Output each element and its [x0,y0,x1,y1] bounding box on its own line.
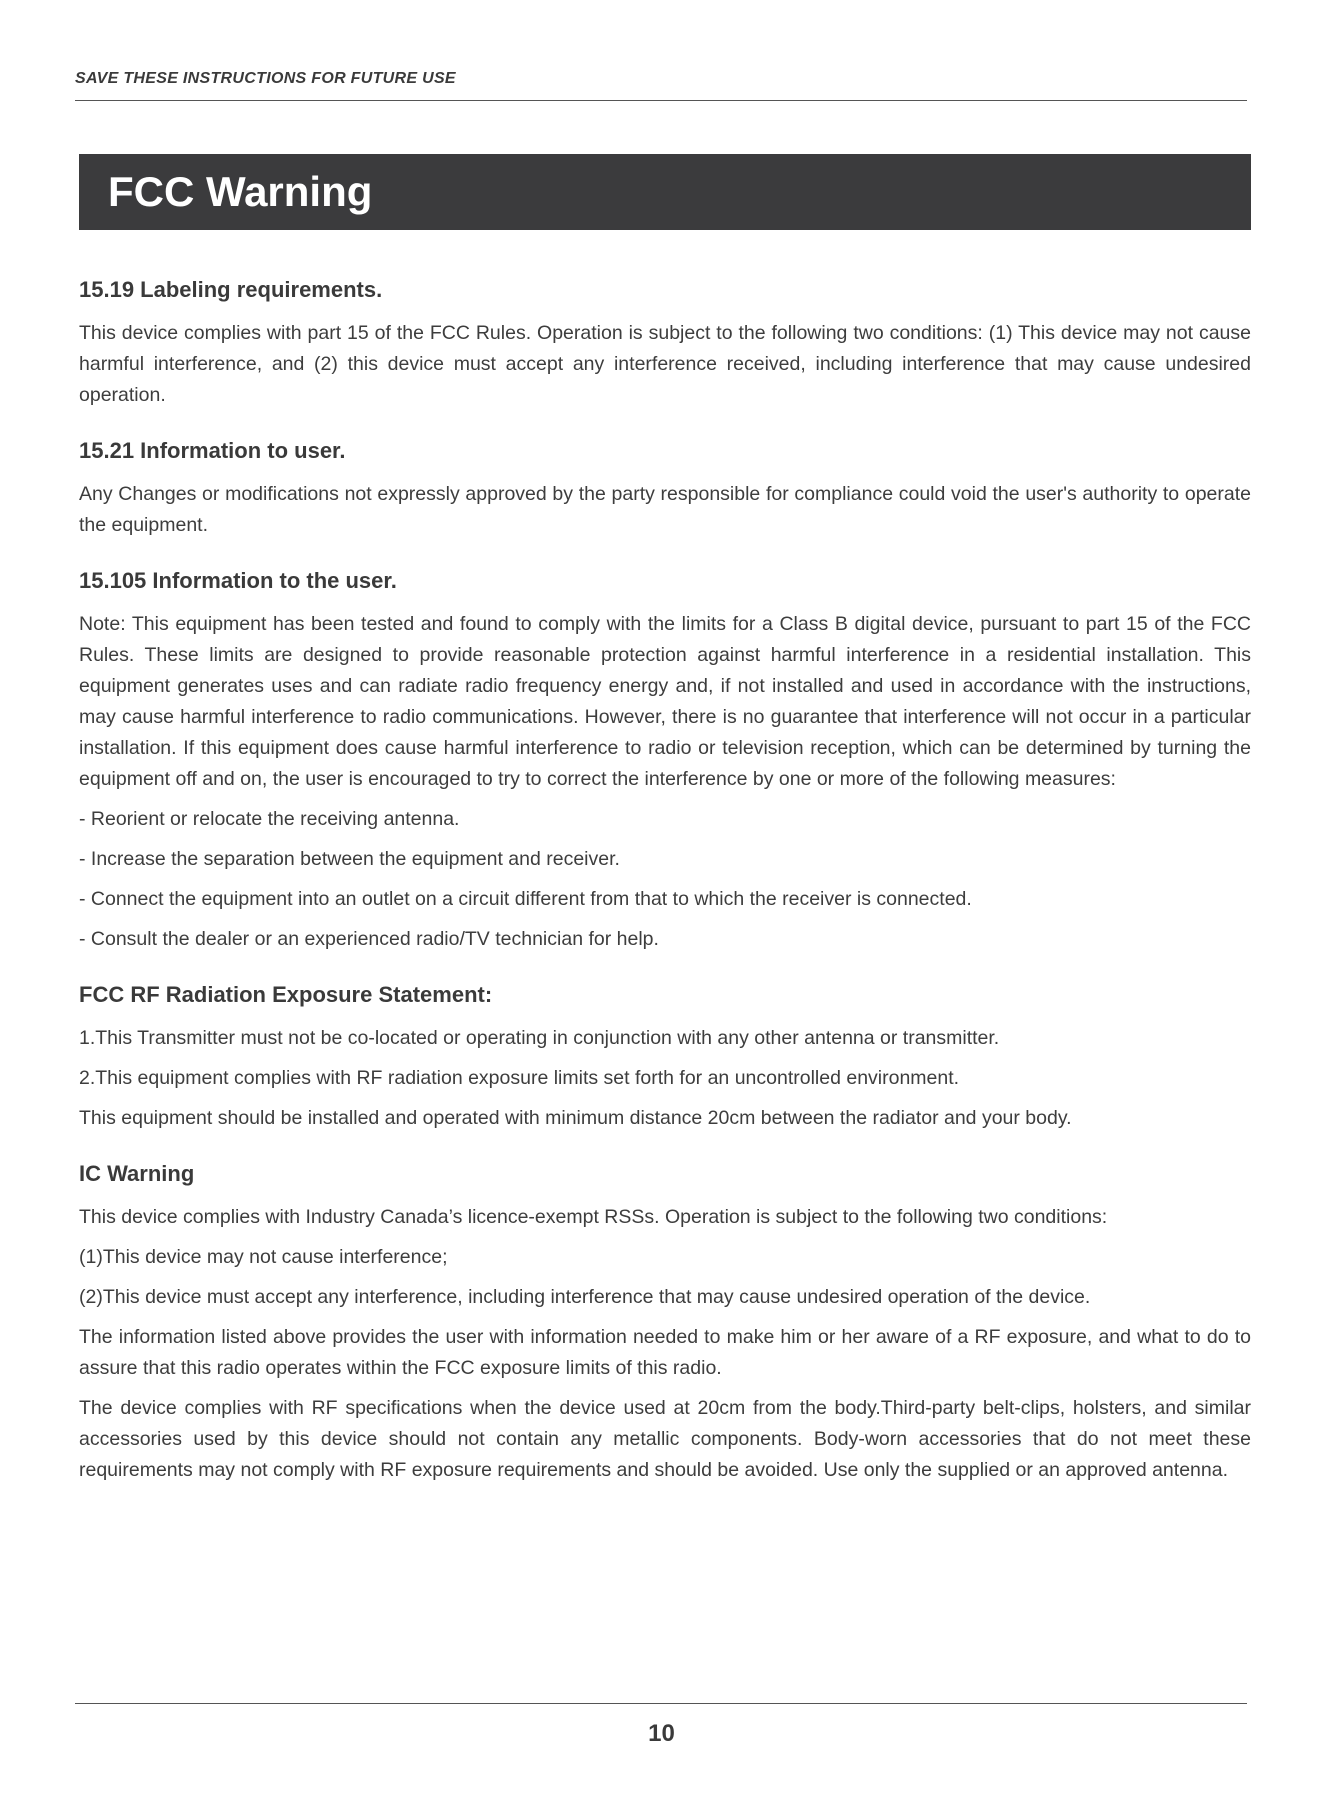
statement-line: 1.This Transmitter must not be co-located or operating in conjunction with any other antenna or transmitter. [79,1027,1000,1049]
statement-line: (2)This device must accept any interference, including interference that may cause undesired operation of the device. [79,1286,1091,1308]
header-divider [75,100,1247,101]
section-rf-exposure [79,981,1251,1134]
paragraph: This device complies with part 15 of the FCC Rules. Operation is subject to the following two conditions: (1) This device may not cause harmful interference, and (2) this device must accept any interference received, including interference that may cause undesired operation. [79,322,1251,406]
statement-line: This device complies with Industry Canada’s licence-exempt RSSs. Operation is subject to the following two conditions: [79,1206,1108,1228]
section-heading: 15.105 Information to the user. [79,568,397,593]
title-banner [79,154,1251,230]
measure-item: - Connect the equipment into an outlet on a circuit different from that to which the receiver is connected. [79,888,972,910]
content-body [79,276,1251,1512]
running-head: SAVE THESE INSTRUCTIONS FOR FUTURE USE [75,70,456,87]
section-heading: IC Warning [79,1161,195,1186]
section-info-the-user [79,567,1251,955]
statement-line: 2.This equipment complies with RF radiation exposure limits set forth for an uncontrolled environment. [79,1067,960,1089]
section-heading: 15.21 Information to user. [79,438,346,463]
section-heading: FCC RF Radiation Exposure Statement: [79,982,493,1007]
section-info-user [79,437,1251,541]
section-ic-warning [79,1160,1251,1486]
page-title: FCC Warning [108,168,373,215]
measure-item: - Consult the dealer or an experienced radio/TV technician for help. [79,928,659,950]
footer-divider [75,1703,1247,1704]
paragraph: The information listed above provides the user with information needed to make him or her aware of a RF exposure, and what to do to assure that this radio operates within the FCC exposure limits of this radio. [79,1326,1251,1379]
statement-line: (1)This device may not cause interference; [79,1246,448,1268]
measure-item: - Reorient or relocate the receiving antenna. [79,808,460,830]
paragraph: Any Changes or modifications not expressly approved by the party responsible for compliance could void the user's authority to operate the equipment. [79,483,1251,536]
paragraph: The device complies with RF specifications when the device used at 20cm from the body.Third-party belt-clips, holsters, and similar accessories used by this device should not contain any metallic components. Body-worn accessories that do not meet these requirements may not comply with RF exposure requirements and should be avoided. Use only the supplied or an approved antenna. [79,1397,1251,1481]
statement-line: This equipment should be installed and operated with minimum distance 20cm between the radiator and your body. [79,1107,1072,1129]
section-labeling [79,276,1251,411]
measure-item: - Increase the separation between the equipment and receiver. [79,848,620,870]
section-heading: 15.19 Labeling requirements. [79,277,383,302]
page-number: 10 [648,1720,675,1747]
paragraph: Note: This equipment has been tested and found to comply with the limits for a Class B digital device, pursuant to part 15 of the FCC Rules. These limits are designed to provide reasonable protection against harmful interference in a residential installation. This equipment generates uses and can radiate radio frequency energy and, if not installed and used in accordance with the instructions, may cause harmful interference to radio communications. However, there is no guarantee that interference will not occur in a particular installation. If this equipment does cause harmful interference to radio or television reception, which can be determined by turning the equipment off and on, the user is encouraged to try to correct the interference by one or more of the following measures: [79,613,1251,790]
